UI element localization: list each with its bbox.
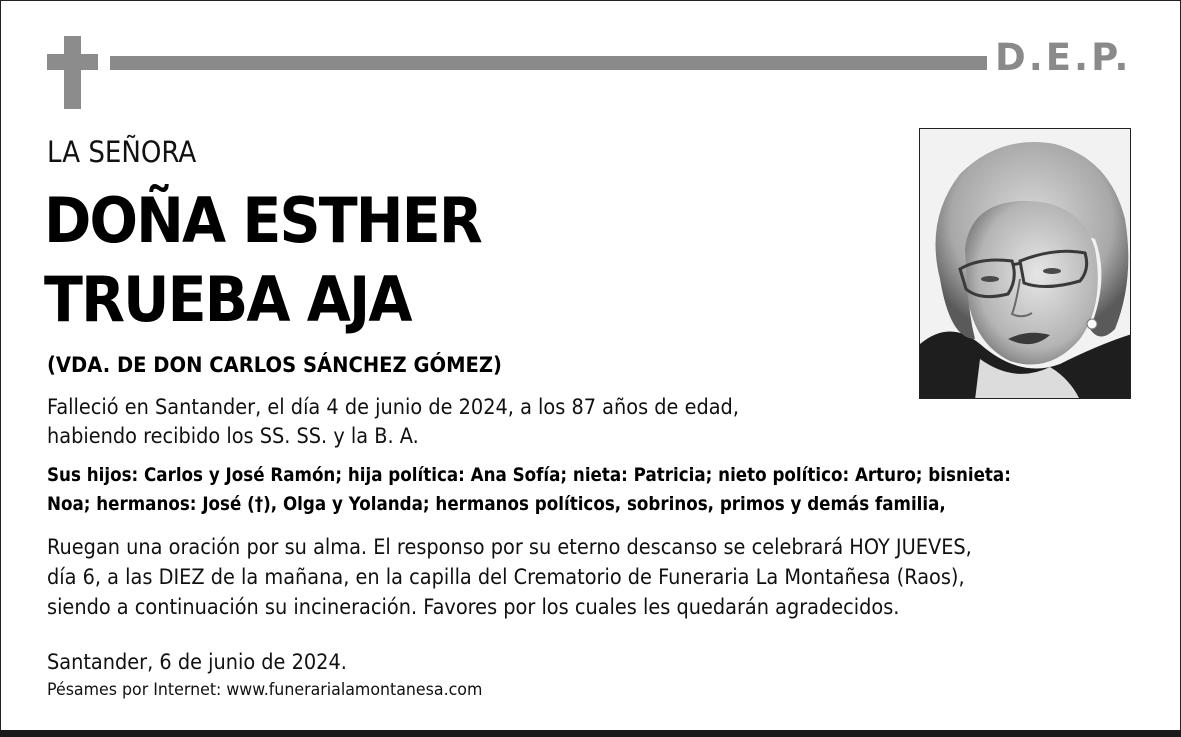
deceased-name-line-1: DOÑA ESTHER bbox=[44, 184, 481, 257]
portrait-photo bbox=[919, 128, 1131, 399]
deceased-name-line-2: TRUEBA AJA bbox=[44, 263, 411, 336]
family-list bbox=[47, 461, 1011, 519]
ceremony-line: día 6, a las DIEZ de la mañana, en la capilla del Crematorio de Funeraria La Montañesa (Raos), bbox=[47, 565, 965, 589]
place-date: Santander, 6 de junio de 2024. bbox=[47, 650, 347, 674]
dep-label: D.E.P. bbox=[995, 36, 1132, 79]
portrait-image bbox=[920, 129, 1131, 399]
death-notice-line: Falleció en Santander, el día 4 de junio de 2024, a los 87 años de edad, bbox=[47, 395, 739, 419]
death-notice bbox=[47, 393, 739, 451]
widow-of: (VDA. DE DON CARLOS SÁNCHEZ GÓMEZ) bbox=[47, 353, 502, 377]
family-line: Noa; hermanos: José (†), Olga y Yolanda; hermanos políticos, sobrinos, primos y demás familia, bbox=[47, 493, 946, 515]
bottom-rule bbox=[0, 730, 1181, 737]
header-rule bbox=[110, 56, 987, 70]
ceremony-line: Ruegan una oración por su alma. El responso por su eterno descanso se celebrará HOY JUEVES, bbox=[47, 535, 972, 559]
family-line: Sus hijos: Carlos y José Ramón; hija política: Ana Sofía; nieta: Patricia; nieto político: Arturo; bisnieta: bbox=[47, 464, 1011, 486]
ceremony-details bbox=[47, 532, 972, 622]
latin-cross-icon bbox=[64, 36, 81, 109]
honorific: LA SEÑORA bbox=[47, 135, 197, 169]
latin-cross-icon-bar bbox=[47, 54, 98, 70]
condolences-link: Pésames por Internet: www.funerarialamontanesa.com bbox=[47, 680, 483, 700]
death-notice-line: habiendo recibido los SS. SS. y la B. A. bbox=[47, 424, 419, 448]
ceremony-line: siendo a continuación su incineración. Favores por los cuales les quedarán agradecidos. bbox=[47, 595, 900, 619]
